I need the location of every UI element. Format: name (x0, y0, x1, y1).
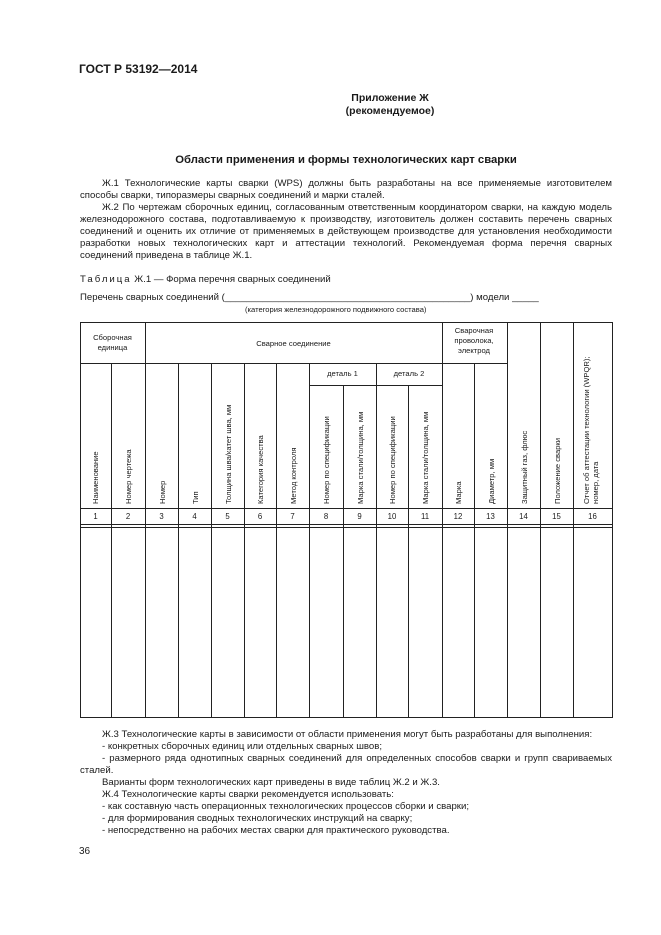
document-code: ГОСТ Р 53192—2014 (79, 62, 198, 76)
paragraph-zh2: Ж.2 По чертежам сборочных единиц, согласованным ответственным координатором сварки, на каждую модель железнодорожного состава, подготавливаемую к производству, изготовитель должен составить перечень сварных соединений и оценить их отличие от применяемых в действующем производстве для установления необходимости разработки новых технологических карт и аттестации технологий. Рекомендуемая форма перечня сварных соединений приведена в таблице Ж.1. (80, 202, 612, 261)
list-item: - размерного ряда однотипных сварных соединений для определенных способов сварки и групп свариваемых сталей. (80, 753, 612, 776)
col-line (309, 363, 310, 718)
column-number: 12 (453, 512, 463, 521)
column-number: 4 (192, 512, 197, 521)
col-line (211, 363, 212, 718)
table-caption (80, 274, 331, 285)
col-line (343, 385, 344, 718)
header-assembly-unit: Сборочная единица (93, 333, 132, 352)
list-item: - для формирования сводных технологических инструкций на сварку; (102, 813, 413, 824)
paragraph-zh4: Ж.4 Технологические карты сварки рекомендуется использовать: (102, 789, 394, 800)
column-number: 3 (159, 512, 164, 521)
col-line (178, 363, 179, 718)
header-weld-joint: Сварное соединение (256, 339, 331, 348)
col-line (244, 363, 245, 718)
list-title-hint: (категория железнодорожного подвижного состава) (245, 305, 427, 314)
col-header-wire-grade: Марка (454, 481, 463, 504)
col-line (376, 363, 377, 718)
table-caption-prefix: Таблица (80, 274, 132, 285)
paragraph-zh3: Ж.3 Технологические карты в зависимости от области применения могут быть разработаны для выполнения: (102, 729, 593, 740)
col-header-name: Наименование (91, 451, 100, 504)
column-number: 1 (93, 512, 98, 521)
col-line (111, 363, 112, 718)
header-part-2: деталь 2 (393, 369, 425, 378)
header-part-1: деталь 1 (327, 369, 358, 378)
table-caption-text: Ж.1 — Форма перечня сварных соединений (131, 274, 331, 285)
list-title-line: Перечень сварных соединений (______________________________________________) модели _____ (80, 292, 539, 303)
col-line (612, 322, 613, 718)
col-header-shielding-gas: Защитный газ, флюс (520, 430, 529, 504)
column-number: 13 (486, 512, 495, 521)
column-number: 16 (588, 512, 597, 521)
col-header-wpqr-report: Отчет об аттестации технологии (WPQR); номер, дата (582, 356, 600, 504)
group-row-line (80, 363, 442, 364)
closing-paragraphs (80, 729, 612, 837)
col-header-control-method: Метод контроля (289, 447, 298, 504)
column-number: 2 (125, 512, 131, 521)
column-number: 7 (290, 512, 295, 521)
weld-joints-table (80, 322, 613, 718)
intro-paragraphs (80, 178, 612, 262)
col-header-p1-steel-grade: Марка стали/толщина, мм (356, 411, 365, 504)
col-line (408, 385, 409, 718)
section-title: Области применения и формы технологических карт сварки (175, 154, 517, 166)
col-header-weld-position: Положение сварки (553, 438, 562, 504)
column-number: 6 (257, 512, 263, 521)
column-number: 8 (323, 512, 329, 521)
col-header-wire-diameter: Диаметр, мм (487, 458, 496, 504)
numbers-double-line (80, 527, 613, 528)
column-number: 15 (552, 512, 561, 521)
page-number: 36 (79, 846, 91, 857)
col-header-drawing-number: Номер чертежа (124, 449, 133, 504)
col-header-weld-thickness: Толщина шва/катет шва, мм (224, 404, 233, 504)
column-number: 9 (357, 512, 362, 521)
col-header-p2-spec-number: Номер по спецификации (388, 416, 397, 504)
column-number: 11 (420, 512, 430, 521)
table-border-top (80, 322, 613, 323)
appendix-title: Приложение Ж (351, 92, 429, 104)
column-number: 10 (387, 512, 397, 521)
list-item: - конкретных сборочных единиц или отдельных сварных швов; (102, 741, 382, 752)
col-header-quality-category: Категория качества (256, 435, 265, 504)
column-number: 14 (519, 512, 528, 521)
list-item: - непосредственно на рабочих местах сварки для практического руководства. (102, 825, 450, 836)
table-border-bottom (80, 717, 613, 718)
col-line (276, 363, 277, 718)
numbers-bottom-line (80, 524, 613, 525)
list-item: - как составную часть операционных технологических процессов сборки и сварки; (102, 801, 470, 812)
col-header-p2-steel-grade: Марка стали/толщина, мм (421, 411, 430, 504)
header-bottom-line (80, 508, 613, 509)
paragraph-zh1: Ж.1 Технологические карты сварки (WPS) должны быть разработаны на все применяемые изготовителем способы сварки, типоразмеры сварных соединений и марки сталей. (80, 178, 612, 201)
col-header-number: Номер (158, 480, 167, 504)
col-header-type: Тип (191, 491, 200, 504)
paragraph-variants: Варианты форм технологических карт приведены в виде таблиц Ж.2 и Ж.3. (102, 777, 440, 788)
appendix-subtitle: (рекомендуемое) (345, 105, 435, 117)
col-header-p1-spec-number: Номер по спецификации (322, 416, 331, 504)
header-welding-wire: Сварочная проволока, электрод (454, 326, 494, 355)
col-line (474, 363, 475, 718)
column-number: 5 (225, 512, 230, 521)
